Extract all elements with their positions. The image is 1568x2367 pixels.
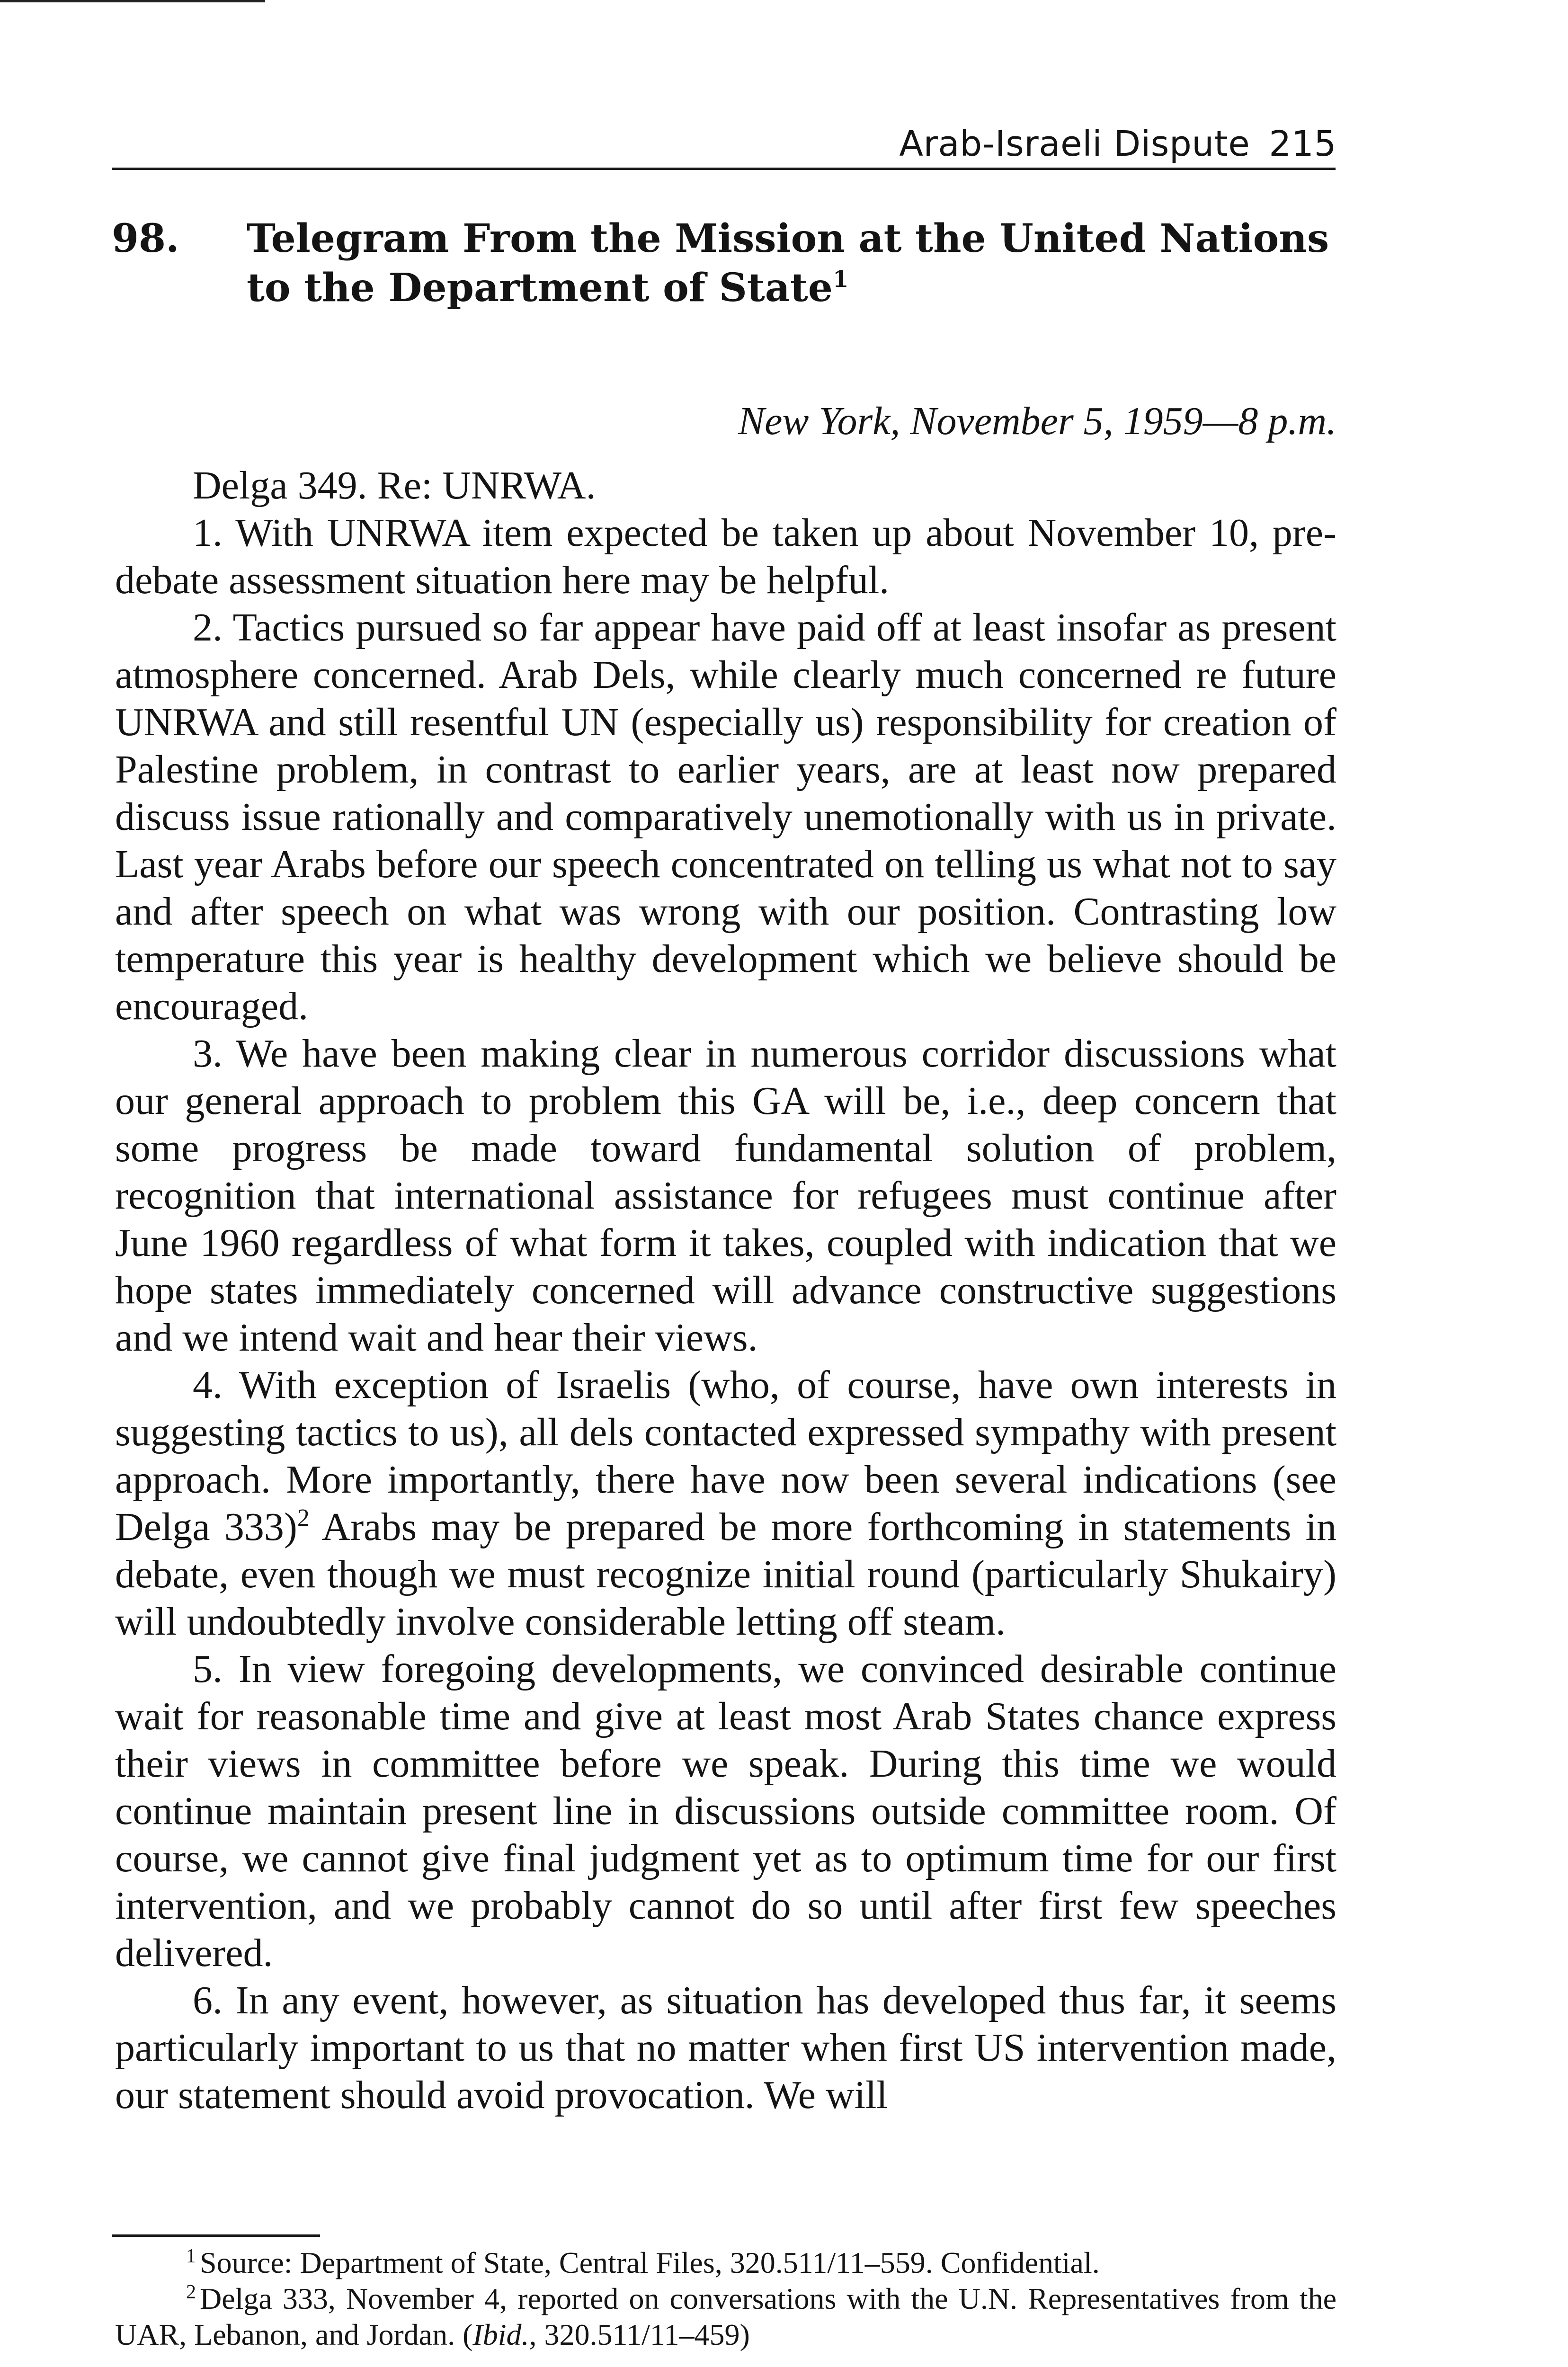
footnote-text-end: , 320.511/11–459)	[529, 2318, 750, 2351]
paragraph-2: 2. Tactics pursued so far appear have paid off at least insofar as present atmosphere concerned. Arab Dels, while clearly much concerned re future UNRWA and still resentful UN (especially us) responsibility for creation of Palestine problem, in contrast to earlier years, are at least now prepared discuss issue rationally and comparatively unemotionally with us in private. Last year Arabs before our speech concentrated on telling us what not to say and after speech on what was wrong with our position. Contrasting low temperature this year is healthy development which we believe should be encouraged.	[115, 605, 1336, 1028]
paragraph-4-part-a: 4. With exception of Israelis (who, of course, have own interests in suggesting tactics to us), all dels contacted expressed sympathy with present approach. More importantly, there have now been several indications (see Delga 333)	[115, 1363, 1336, 1549]
document-number: 98.	[112, 216, 179, 261]
dateline: New York, November 5, 1959—8 p.m.	[738, 399, 1336, 443]
footnote-ref-1: 1	[832, 266, 849, 293]
telegram-body	[115, 462, 1336, 2119]
paragraph-4	[115, 1361, 1336, 1646]
footnote-rule	[112, 2234, 320, 2237]
document-title: Telegram From the Mission at the United Nations to the Department of State	[247, 216, 1329, 311]
running-head	[899, 116, 1336, 172]
footnote-ref-2: 2	[297, 1504, 310, 1531]
footnote-mark: 1	[186, 2245, 196, 2267]
document-title-block	[247, 214, 1383, 312]
footnotes	[115, 2245, 1336, 2353]
footnote-ibid: Ibid.	[472, 2318, 529, 2351]
page-number: 215	[1269, 124, 1336, 164]
paragraph-1: 1. With UNRWA item expected be taken up about November 10, pre-debate assessment situation here may be helpful.	[115, 511, 1336, 602]
opening-line: Delga 349. Re: UNRWA.	[193, 463, 596, 507]
paragraph-5: 5. In view foregoing developments, we convinced desirable continue wait for reasonable time and give at least most Arab States chance express their views in committee before we speak. During this time we would continue maintain present line in discussions outside committee room. Of course, we cannot give final judgment yet as to optimum time for our first intervention, and we probably cannot do so until after first few speeches delivered.	[115, 1647, 1336, 1975]
footnote-2	[115, 2281, 1336, 2353]
paragraph-6: 6. In any event, however, as situation has developed thus far, it seems particularly important to us that no matter when first US intervention made, our statement should avoid provocation. We will	[115, 1978, 1336, 2117]
footnote-text: Source: Department of State, Central Files, 320.511/11–559. Confidential.	[200, 2246, 1100, 2279]
running-head-title: Arab-Israeli Dispute	[899, 124, 1250, 164]
paragraph-3: 3. We have been making clear in numerous corridor discussions what our general approach to problem this GA will be, i.e., deep concern that some progress be made toward fundamental solution of problem, recognition that international assistance for refugees must continue after June 1960 regardless of what form it takes, coupled with indication that we hope states immediately concerned will advance constructive suggestions and we intend wait and hear their views.	[115, 1032, 1336, 1360]
footnote-mark: 2	[186, 2281, 196, 2303]
footnote-text: Delga 333, November 4, reported on conversations with the U.N. Representatives from the UAR, Lebanon, and Jordan. (	[115, 2282, 1336, 2351]
scan-edge-rule	[0, 0, 265, 2]
paragraph-4-part-b: Arabs may be prepared be more forthcoming in statements in debate, even though we must recognize initial round (particularly Shukairy) will undoubtedly involve considerable letting off steam.	[115, 1505, 1337, 1644]
header-rule	[112, 168, 1336, 170]
footnote-1	[115, 2245, 1336, 2281]
